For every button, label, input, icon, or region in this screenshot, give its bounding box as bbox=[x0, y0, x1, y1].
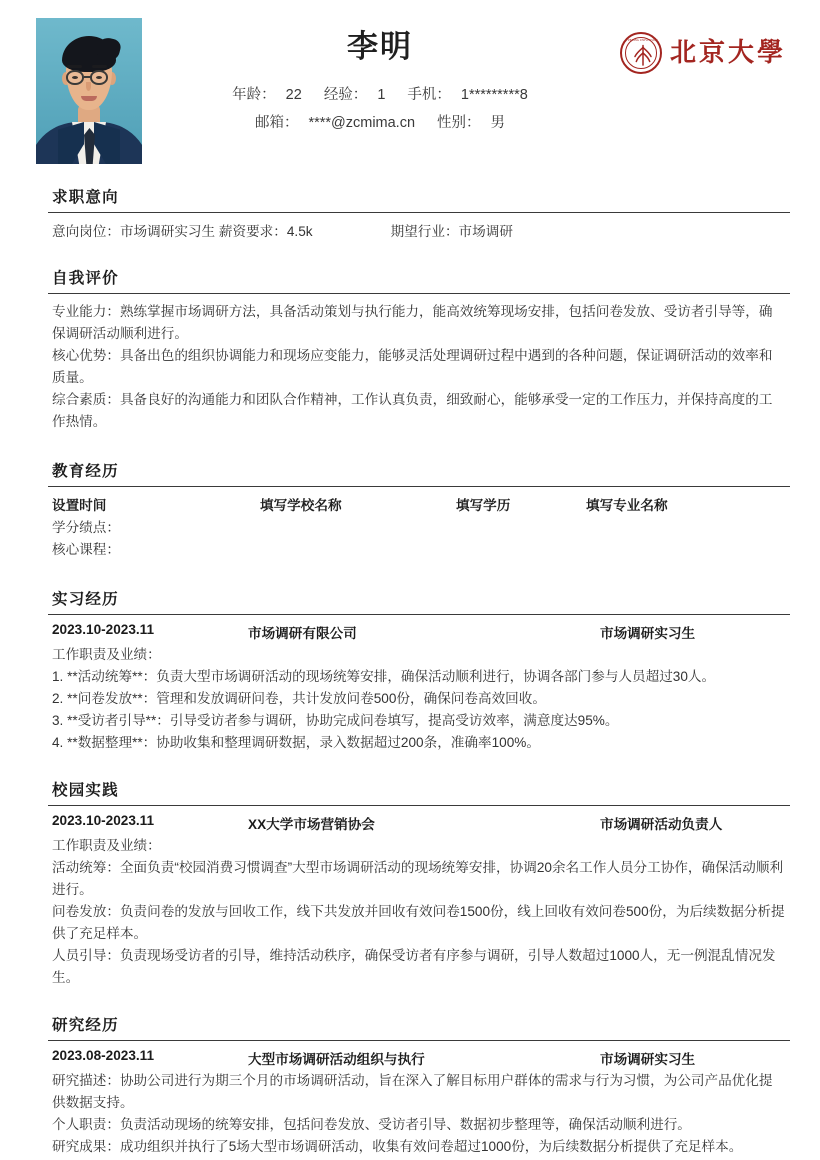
section-self-evaluation bbox=[30, 266, 790, 433]
header-identity bbox=[142, 18, 618, 138]
section-title-job-intention: 求职意向 bbox=[52, 189, 119, 206]
self-evaluation-item: 综合素质：具备良好的沟通能力和团队合作精神，工作认真负责，细致耐心，能够承受一定的工作压力，并保持高度的工作热情。 bbox=[52, 392, 773, 430]
education-column-time: 设置时间 bbox=[52, 498, 107, 514]
section-divider bbox=[48, 293, 790, 294]
section-education bbox=[30, 459, 790, 561]
education-courses-label: 核心课程： bbox=[52, 542, 120, 558]
page-title: 李明 bbox=[347, 29, 413, 64]
campus-duties-label: 工作职责及业绩： bbox=[52, 838, 161, 854]
self-evaluation-item: 核心优势：具备出色的组织协调能力和现场应变能力，能够灵活处理调研过程中遇到的各种问题，保证调研活动的效率和质量。 bbox=[52, 348, 773, 386]
education-gpa-label: 学分绩点： bbox=[52, 520, 120, 536]
gender-label: 性别： bbox=[437, 115, 481, 132]
section-body-research bbox=[30, 1048, 790, 1158]
experience-value: 1 bbox=[377, 87, 386, 104]
experience-label: 经验： bbox=[323, 87, 368, 104]
email-label: 邮箱： bbox=[254, 115, 299, 132]
research-paragraph: 个人职责：负责活动现场的统筹安排，包括问卷发放、受访者引导、数据初步整理等，确保活动顺利进行。 bbox=[52, 1117, 691, 1133]
internship-bullet: 4. **数据整理**：协助收集和整理调研数据，录入数据超过200条，准确率100%。 bbox=[52, 735, 540, 751]
section-divider bbox=[48, 212, 790, 213]
contact-meta-row-1 bbox=[142, 81, 618, 109]
phone-value: 1*********8 bbox=[460, 87, 528, 104]
section-divider bbox=[48, 1040, 790, 1041]
campus-organization: XX大学市场营销协会 bbox=[248, 817, 375, 833]
section-title-internship: 实习经历 bbox=[52, 591, 119, 609]
section-title-education: 教育经历 bbox=[52, 463, 119, 481]
intended-position-label: 意向岗位： bbox=[52, 224, 120, 239]
research-role: 市场调研实习生 bbox=[600, 1052, 696, 1068]
job-intention-row bbox=[52, 220, 786, 240]
peking-university-seal-icon bbox=[620, 32, 662, 74]
internship-role: 市场调研实习生 bbox=[600, 626, 696, 642]
section-body-campus-practice bbox=[30, 813, 790, 989]
avatar bbox=[36, 18, 142, 164]
section-body-job-intention bbox=[30, 220, 790, 240]
section-body-self-evaluation bbox=[30, 301, 790, 433]
education-column-degree: 填写学历 bbox=[456, 498, 511, 514]
research-date: 2023.08-2023.11 bbox=[52, 1048, 155, 1064]
age-value: 22 bbox=[285, 87, 302, 104]
research-entry-header bbox=[52, 1048, 786, 1070]
glasses-right-lens-icon bbox=[90, 70, 108, 85]
age-label: 年龄： bbox=[232, 87, 276, 104]
job-intention-left bbox=[52, 220, 313, 240]
self-evaluation-item: 专业能力：熟练掌握市场调研方法，具备活动策划与执行能力，能高效统筹现场安排，包括问卷发放、受访者引导等，确保调研活动顺利进行。 bbox=[52, 304, 773, 342]
internship-bullet: 1. **活动统筹**：负责大型市场调研活动的现场统筹安排，确保活动顺利进行，协调各部门参与人员超过30人。 bbox=[52, 669, 716, 685]
section-divider bbox=[48, 805, 790, 806]
research-paragraph: 研究成果：成功组织并执行了5场大型市场调研活动，收集有效问卷超过1000份，为后续数据分析提供了充足样本。 bbox=[52, 1139, 743, 1155]
glasses-left-lens-icon bbox=[66, 70, 84, 85]
portrait-eyebrow-left-shape bbox=[67, 65, 82, 68]
section-title-campus-practice: 校园实践 bbox=[52, 782, 119, 800]
education-column-school: 填写学校名称 bbox=[260, 498, 342, 514]
svg-text:PEKING UNIVERSITY: PEKING UNIVERSITY bbox=[628, 38, 658, 42]
section-body-internship bbox=[30, 622, 790, 754]
gender-value: 男 bbox=[490, 115, 506, 132]
campus-paragraph: 活动统筹：全面负责“校园消费习惯调查”大型市场调研活动的现场统筹安排，协调20余名工作人员分工协作，确保活动顺利进行。 bbox=[52, 860, 784, 898]
resume-header bbox=[30, 0, 790, 165]
portrait-nose-shape bbox=[86, 82, 91, 91]
intended-position-value: 市场调研实习生 bbox=[119, 224, 216, 239]
campus-paragraph: 问卷发放：负责问卷的发放与回收工作，线下共发放并回收有效问卷1500份，线上回收有效问卷500份，为后续数据分析提供了充足样本。 bbox=[52, 904, 785, 942]
campus-date: 2023.10-2023.11 bbox=[52, 813, 155, 829]
section-internship bbox=[30, 587, 790, 754]
section-divider bbox=[48, 486, 790, 487]
salary-value: 4.5k bbox=[286, 224, 313, 239]
salary-label: 薪资要求： bbox=[218, 224, 287, 239]
glasses-bridge-icon bbox=[84, 76, 92, 78]
industry-value: 市场调研 bbox=[458, 224, 513, 239]
campus-paragraph: 人员引导：负责现场受访者的引导，维持活动秩序，确保受访者有序参与调研，引导人数超过1000人，无一例混乱情况发生。 bbox=[52, 948, 776, 986]
portrait-photo bbox=[36, 18, 142, 164]
section-campus-practice bbox=[30, 778, 790, 989]
internship-entry-header bbox=[52, 622, 786, 644]
education-table-header bbox=[52, 494, 786, 517]
portrait-mouth-shape bbox=[81, 96, 97, 101]
email-value: ****@zcmima.cn bbox=[308, 115, 416, 132]
internship-bullet: 2. **问卷发放**：管理和发放调研问卷，共计发放问卷500份，确保问卷高效回收。 bbox=[52, 691, 546, 707]
section-body-education bbox=[30, 494, 790, 561]
internship-duties-label: 工作职责及业绩： bbox=[52, 647, 161, 663]
research-paragraph: 研究描述：协助公司进行为期三个月的市场调研活动，旨在深入了解目标用户群体的需求与行为习惯，为公司产品优化提供数据支持。 bbox=[52, 1073, 773, 1111]
contact-meta-row-2 bbox=[142, 109, 618, 137]
section-job-intention bbox=[30, 185, 790, 240]
job-intention-right bbox=[391, 220, 513, 240]
research-project-title: 大型市场调研活动组织与执行 bbox=[248, 1052, 425, 1068]
internship-bullet: 3. **受访者引导**：引导受访者参与调研，协助完成问卷填写，提高受访效率，满意度达95%。 bbox=[52, 713, 619, 729]
industry-label: 期望行业： bbox=[390, 224, 459, 239]
section-title-self-evaluation: 自我评价 bbox=[52, 270, 119, 287]
phone-label: 手机： bbox=[407, 87, 451, 104]
university-name: 北京大學 bbox=[669, 38, 786, 67]
section-research bbox=[30, 1013, 790, 1158]
section-divider bbox=[48, 614, 790, 615]
university-logo bbox=[618, 18, 790, 74]
education-column-major: 填写专业名称 bbox=[586, 498, 668, 514]
section-title-research: 研究经历 bbox=[52, 1017, 119, 1035]
internship-date: 2023.10-2023.11 bbox=[52, 622, 155, 638]
campus-role: 市场调研活动负责人 bbox=[600, 817, 723, 833]
portrait-eyebrow-right-shape bbox=[92, 65, 107, 68]
campus-entry-header bbox=[52, 813, 786, 835]
internship-organization: 市场调研有限公司 bbox=[248, 626, 357, 642]
